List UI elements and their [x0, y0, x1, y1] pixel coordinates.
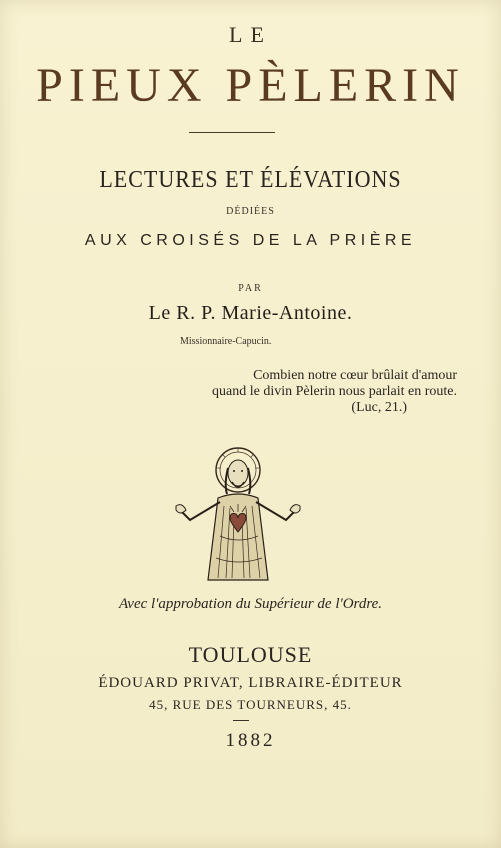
subtitle-croises: AUX CROISÉS DE LA PRIÈRE — [84, 232, 417, 249]
book-title: PIEUX PÈLERIN — [36, 59, 465, 112]
sacred-heart-figure-icon — [172, 446, 306, 582]
author-name: Le R. P. Marie-Antoine. — [148, 302, 353, 324]
epigraph-line-2: quand le divin Pèlerin nous parlait en route. — [212, 384, 457, 399]
imprint-publisher: ÉDOUARD PRIVAT, LIBRAIRE-ÉDITEUR — [98, 675, 403, 691]
author-role: Missionnaire-Capucin. — [180, 336, 272, 347]
epigraph-line-1: Combien notre cœur brûlait d'amour — [253, 368, 457, 383]
approbation-note: Avec l'approbation du Supérieur de l'Ordre. — [118, 596, 383, 612]
title-article: LE — [229, 22, 272, 47]
epigraph-reference: (Luc, 21.) — [351, 400, 407, 415]
imprint-address: 45, RUE DES TOURNEURS, 45. — [149, 697, 352, 712]
year-divider — [233, 720, 249, 721]
imprint-city: TOULOUSE — [188, 642, 313, 667]
subtitle-dediees: DÉDIÉES — [226, 206, 275, 217]
author-par: PAR — [238, 283, 263, 294]
epigraph — [212, 368, 457, 416]
subtitle-lectures: LECTURES ET ÉLÉVATIONS — [99, 164, 402, 193]
title-divider — [189, 132, 275, 133]
imprint-year: 1882 — [225, 730, 276, 751]
